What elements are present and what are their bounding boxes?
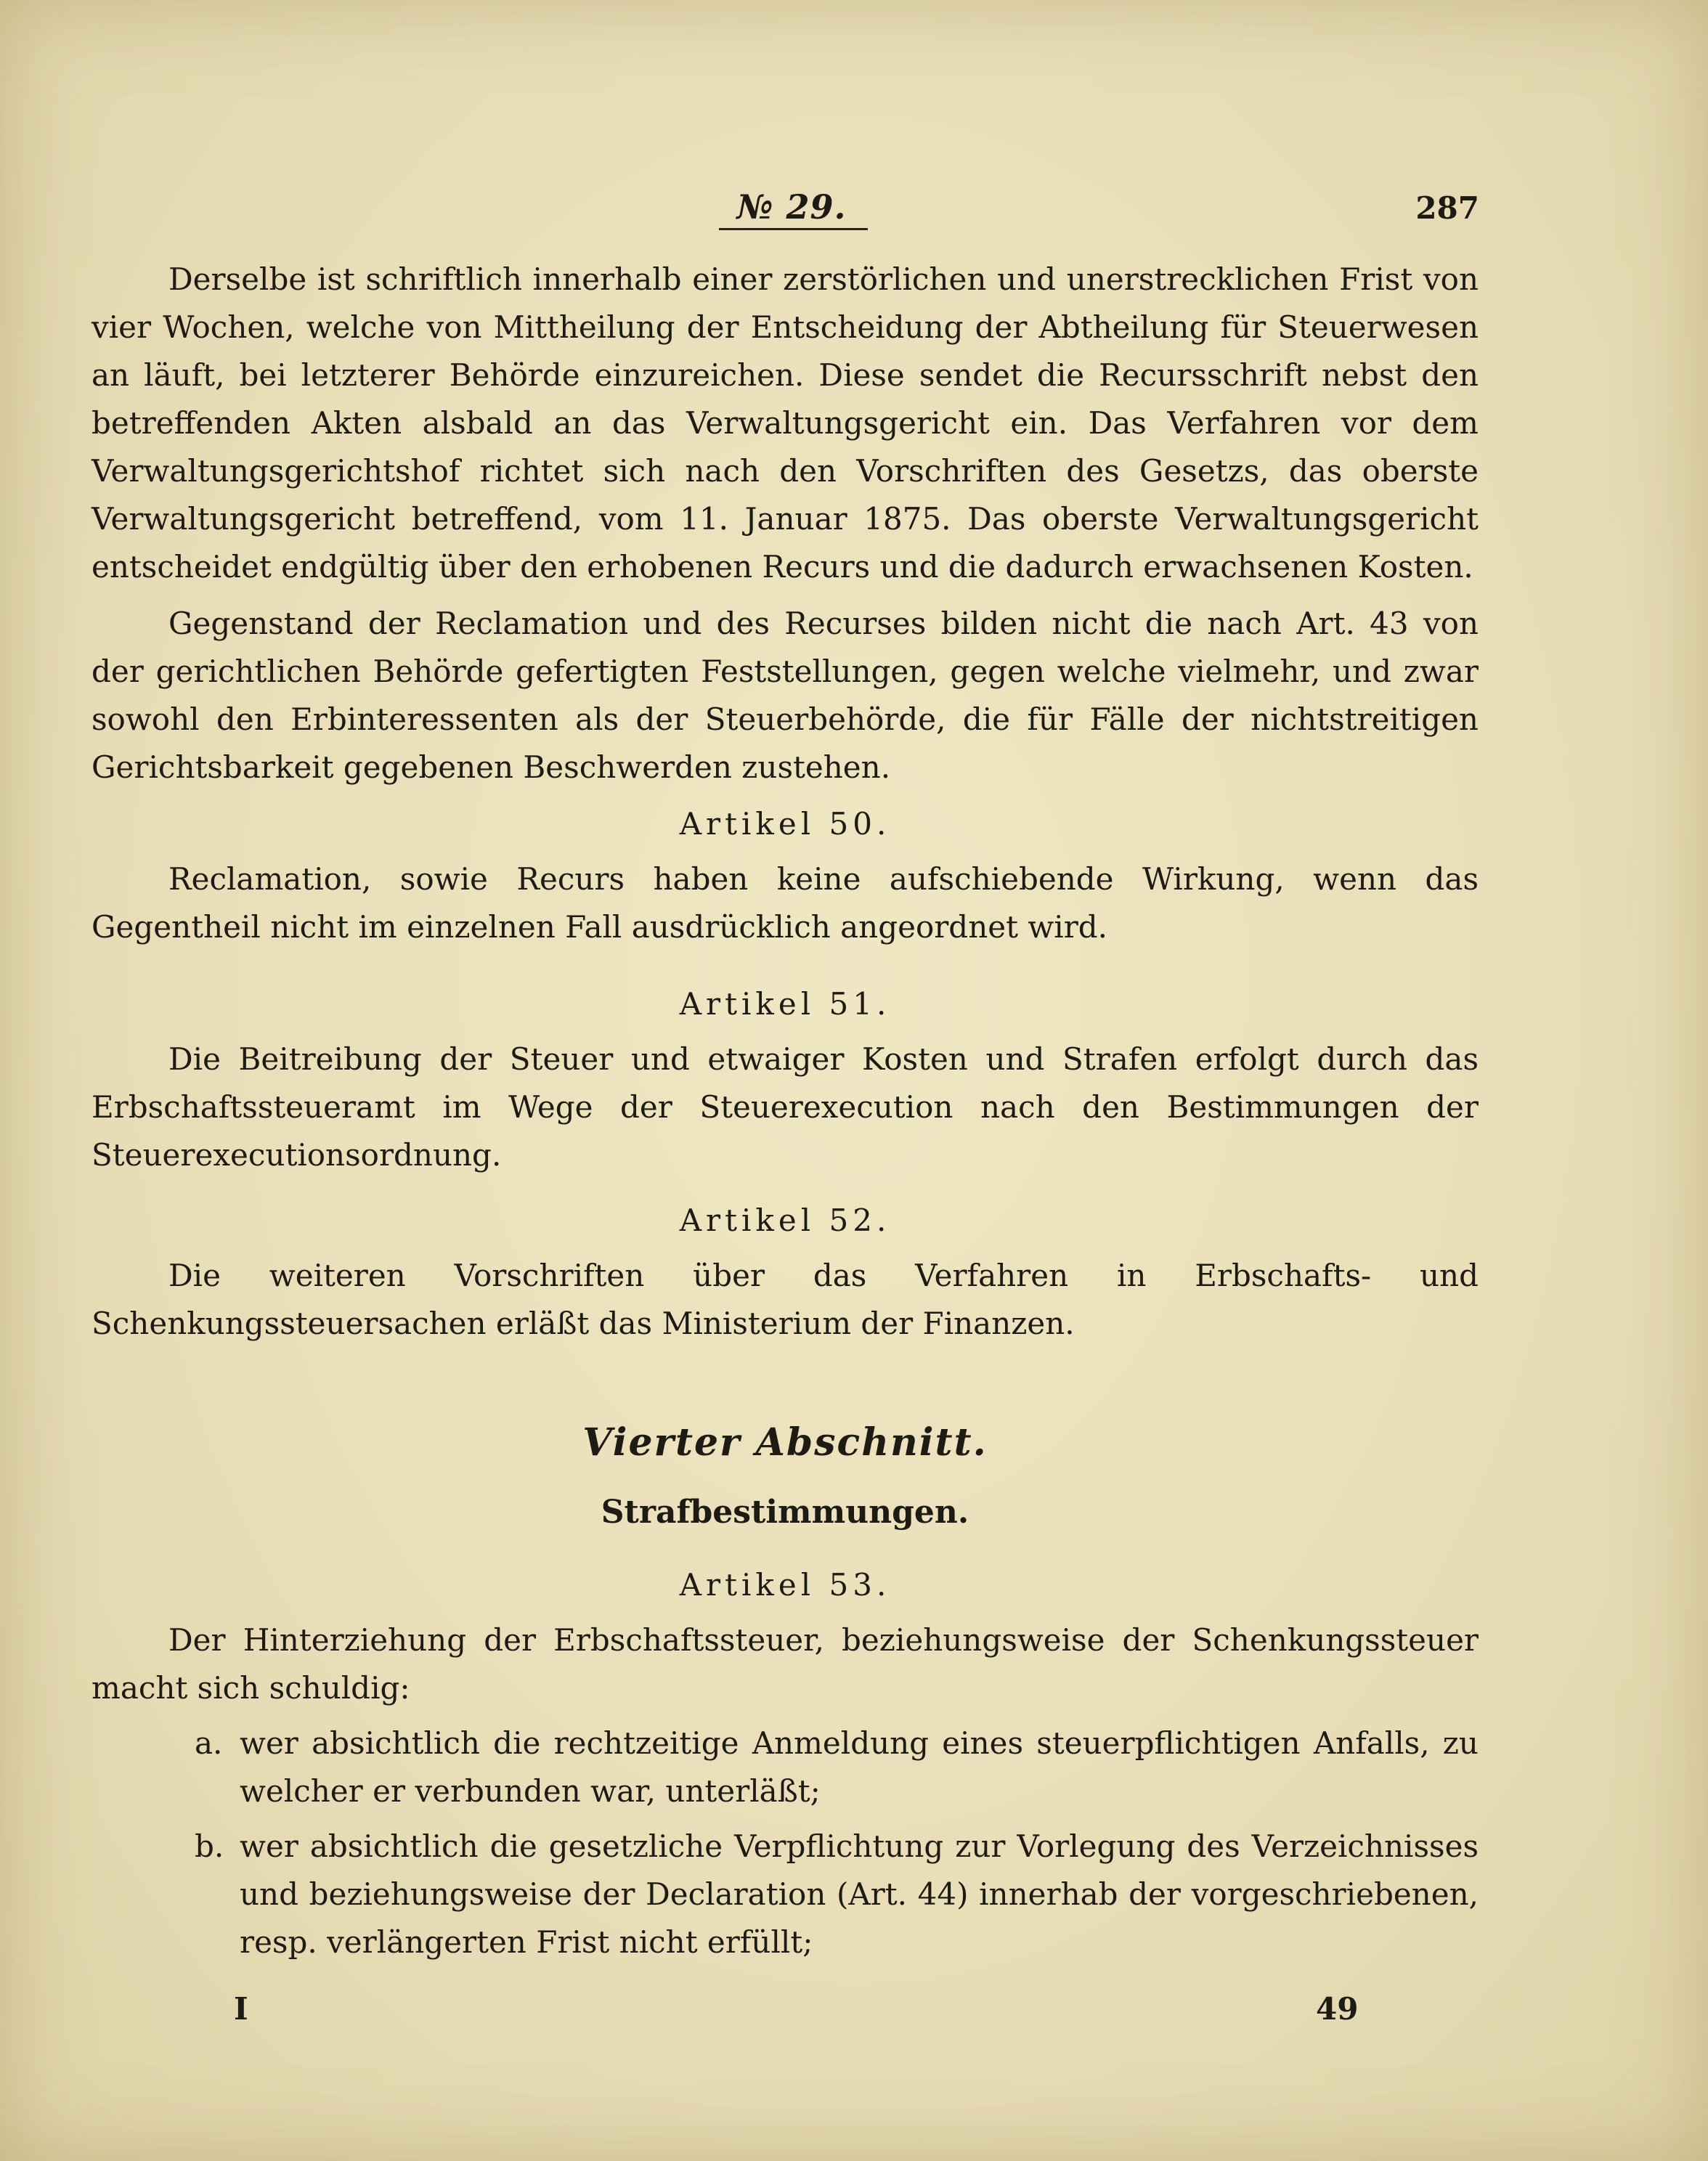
sheet-number: 49 xyxy=(1316,1991,1359,2027)
page-header xyxy=(0,187,1708,231)
page-footer xyxy=(0,1991,1708,2035)
section-subtitle: Strafbestimmungen. xyxy=(601,1494,969,1531)
article-52-heading: Artikel 52. xyxy=(679,1202,891,1238)
paragraph-recurs-procedure: Derselbe ist schriftlich innerhalb einer zerstörlichen und unerstrecklichen Frist von vier Wochen, welche von Mittheilung der Entscheidung der Abtheilung für Steuerwesen an läuft, bei letzterer Behörde einzureichen. Diese sendet die Recursschrift nebst den betreffenden Akten alsbald an das Verwaltungsgericht ein. Das Verfahren vor dem Verwaltungsgerichtshof richtet sich nach den Vorschriften des Gesetzs, das oberste Verwaltungsgericht betreffend, vom 11. Januar 1875. Das oberste Verwaltungsgericht entscheidet endgültig über den erhobenen Recurs und die dadurch erwachsenen Kosten. xyxy=(92,261,1479,585)
list-item-text: wer absichtlich die rechtzeitige Anmeldung eines steuerpflichtigen Anfalls, zu welcher er verbunden war, unterläßt; xyxy=(240,1725,1479,1809)
article-51-text: Die Beitreibung der Steuer und etwaiger Kosten und Strafen erfolgt durch das Erbschaftssteueramt im Wege der Steuerexecution nach den Bestimmungen der Steuerexecutionsordnung. xyxy=(92,1041,1479,1173)
page-body xyxy=(92,256,1479,1966)
signature-mark: I xyxy=(234,1991,248,2027)
issue-number: № 29. xyxy=(736,187,847,227)
list-item-text: wer absichtlich die gesetzliche Verpflichtung zur Vorlegung des Verzeichnisses und beziehungsweise der Declaration (Art. 44) innerhab der vorgeschriebenen, resp. verlängerten Frist nicht erfüllt; xyxy=(240,1828,1479,1960)
list-item xyxy=(92,1823,1479,1966)
article-53-heading: Artikel 53. xyxy=(679,1567,891,1603)
paragraph-recurs-subject: Gegenstand der Reclamation und des Recurses bilden nicht die nach Art. 43 von der gerichtlichen Behörde gefertigten Feststellungen, gegen welche vielmehr, und zwar sowohl den Erbinteressenten als der Steuerbehörde, die für Fälle der nichtstreitigen Gerichtsbarkeit gegebenen Beschwerden zustehen. xyxy=(92,606,1479,785)
list-item xyxy=(92,1720,1479,1815)
section-title: Vierter Abschnitt. xyxy=(582,1420,988,1465)
page-number: 287 xyxy=(1415,190,1479,226)
article-53-intro: Der Hinterziehung der Erbschaftssteuer, beziehungsweise der Schenkungssteuer macht sich schuldig: xyxy=(92,1622,1479,1706)
article-50-heading: Artikel 50. xyxy=(679,806,891,842)
article-51-heading: Artikel 51. xyxy=(679,986,891,1022)
article-50-text: Reclamation, sowie Recurs haben keine aufschiebende Wirkung, wenn das Gegentheil nicht im einzelnen Fall ausdrücklich angeordnet wird. xyxy=(92,861,1479,945)
list-item-marker: b. xyxy=(195,1828,224,1864)
article-52-text: Die weiteren Vorschriften über das Verfahren in Erbschafts- und Schenkungssteuersachen erläßt das Ministerium der Finanzen. xyxy=(92,1258,1479,1341)
issue-number-underline xyxy=(719,228,868,230)
article-53-list xyxy=(92,1720,1479,1966)
list-item-marker: a. xyxy=(195,1725,223,1761)
